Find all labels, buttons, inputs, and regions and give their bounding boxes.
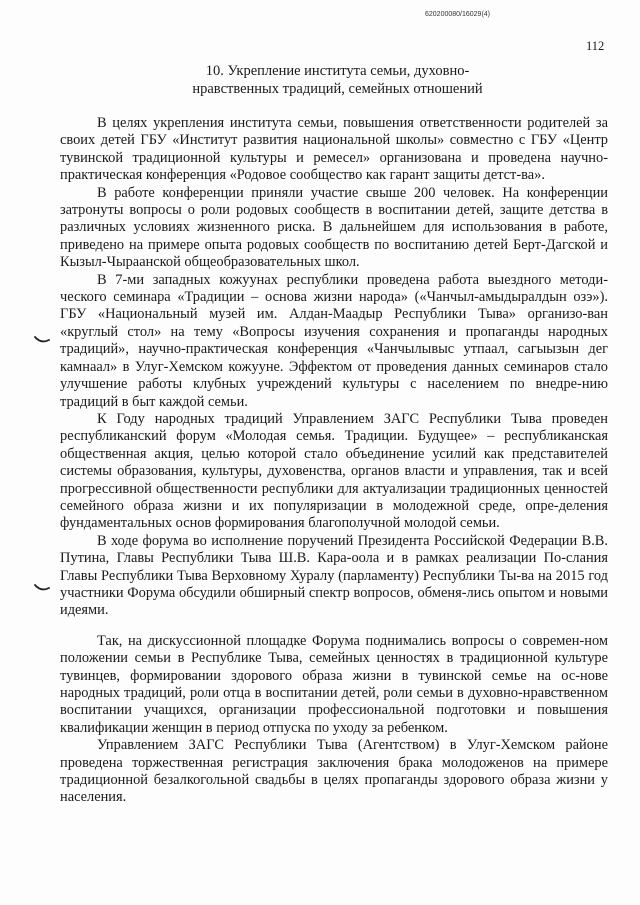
paragraph-7: Управлением ЗАГС Республики Тыва (Агентством) в Улуг-Хемском районе проведена торжественная регистрация заключения брака молодоженов на примере традиционной безалкогольной свадьбы в целях пропаганды здорового образа жизни у населения. bbox=[60, 737, 608, 806]
page-number: 112 bbox=[586, 39, 605, 53]
paragraph-1: В целях укрепления института семьи, повышения ответственности родителей за своих детей ГБУ «Институт развития национальной школы» совместно с ГБУ «Центр тувинской традиционной культуры и ремесел» организована и проведена научно-практическая конференция «Родовое сообщество как гарант защиты детст-ва». bbox=[60, 115, 608, 184]
document-body bbox=[60, 115, 608, 807]
section-title-line-2: нравственных традиций, семейных отношений bbox=[192, 81, 483, 97]
margin-check-mark-1 bbox=[34, 334, 50, 344]
paragraph-3: В 7-ми западных кожуунах республики проведена работа выездного методи-ческого семинара «Традиции – основа жизни народа» («Чанчыл-амыдыралдын озэ»). ГБУ «Национальный музей им. Алдан-Маадыр Республики Тыва» организо-ван «круглый стол» на тему «Вопросы изучения сохранения и пропаганды народных традиций», научно-практическая конференция «Чанчылывыс утпаал, сагыызын дег камнаал» в Улуг-Хемском кожууне. Эффектом от проведения данных семинаров стало улучшение работы клубных учреждений культуры с населением по внедре-нию традиций в быт каждой семьи. bbox=[60, 271, 608, 410]
document-number: 620200080/16029(4) bbox=[425, 11, 491, 18]
paragraph-5: В ходе форума во исполнение поручений Президента Российской Федерации В.В. Путина, Главы Республики Тыва Ш.В. Кара-оола и в рамках реализации По-слания Главы Республики Тыва Верховному Хуралу (парламенту) Республики Ты-ва на 2015 год участники Форума обсудили обширный спектр вопросов, обменя-лись опытом и новыми идеями. bbox=[60, 532, 608, 619]
margin-check-mark-2 bbox=[34, 582, 50, 592]
section-title bbox=[150, 62, 525, 98]
paragraph-6: Так, на дискуссионной площадке Форума поднимались вопросы о современ-ном положении семьи в Республике Тыва, семейных ценностях в традиционной культуре тувинцев, формировании здорового образа жизни в тувинской семье на ос-нове народных традиций, роли отца в воспитании детей, роли семьи в духовно-нравственном воспитании учащихся, организации профессиональной подготовки и повышения квалификации женщин в период отпуска по уходу за ребенком. bbox=[60, 632, 608, 736]
paragraph-2: В работе конференции приняли участие свыше 200 человек. На конференции затронуты вопросы о роли родовых сообществ в воспитании детей, защите детства в различных условиях жизненного риска. В дальнейшем для использования в работе, приведено на примере опыта родовых сообществ по воспитанию детей Берт-Дагской и Кызыл-Чыраанской общеобразовательных школ. bbox=[60, 184, 608, 271]
section-title-line-1: 10. Укрепление института семьи, духовно- bbox=[205, 63, 470, 79]
paragraph-4: К Году народных традиций Управлением ЗАГС Республики Тыва проведен республиканский форум «Молодая семья. Традиции. Будущее» – республиканская общественная акция, целью которой стало объединение усилий как представителей системы образования, культуры, духовенства, органов власти и управления, так и всей прогрессивной общественности республики для актуализации традиционных ценностей семейного образа жизни и их популяризации в молодежной среде, опре-деления фундаментальных основ формирования благополучной молодой семьи. bbox=[60, 410, 608, 532]
